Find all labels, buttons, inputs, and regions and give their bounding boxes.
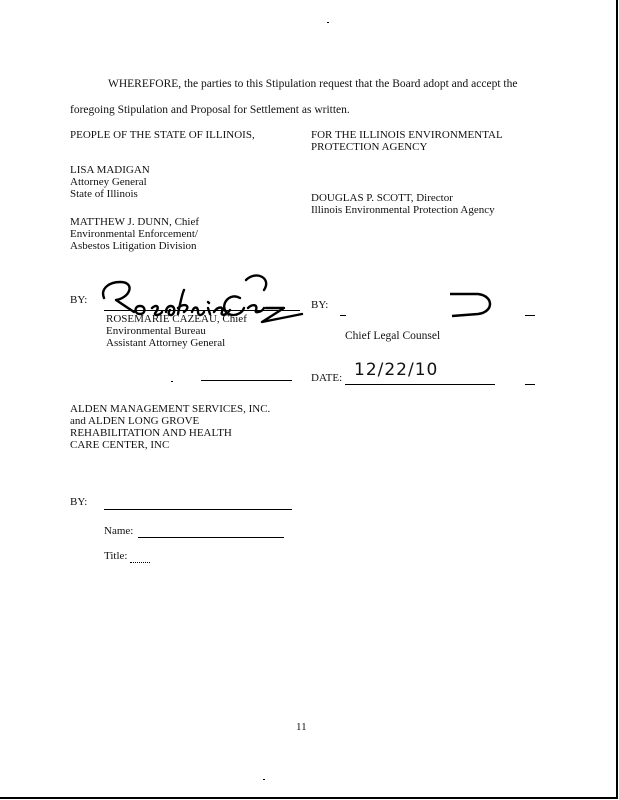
- attorney-general-block: [70, 164, 150, 200]
- respondent-line-2: and ALDEN LONG GROVE: [70, 415, 200, 427]
- left-signer-block: [106, 313, 247, 349]
- date-label: DATE:: [311, 372, 343, 384]
- date-line: [345, 384, 495, 385]
- director-block: [311, 192, 495, 216]
- signer-title-1: Environmental Bureau: [106, 325, 206, 337]
- ag-state: State of Illinois: [70, 188, 138, 200]
- scan-speck: [263, 779, 265, 780]
- paragraph-line-1: WHEREFORE, the parties to this Stipulation request that the Board adopt and accept the: [108, 78, 518, 90]
- respondent-line-1: ALDEN MANAGEMENT SERVICES, INC.: [70, 403, 271, 415]
- left-heading: PEOPLE OF THE STATE OF ILLINOIS,: [70, 129, 255, 141]
- right-signature-line-end: [525, 315, 535, 316]
- director-name: DOUGLAS P. SCOTT, Director: [311, 192, 453, 204]
- left-date-line: [201, 380, 292, 381]
- signer-title-2: Assistant Attorney General: [106, 337, 226, 349]
- handwritten-date: 12/22/10: [354, 360, 439, 380]
- title-label: Title:: [104, 550, 128, 562]
- scan-speck: [171, 381, 173, 382]
- chief-name: MATTHEW J. DUNN, Chief: [70, 216, 200, 228]
- title-line: [130, 562, 150, 563]
- paragraph-line-2: foregoing Stipulation and Proposal for Settlement as written.: [70, 104, 350, 116]
- partial-signature-mark: [448, 290, 498, 320]
- date-line-end: [525, 384, 535, 385]
- right-heading-line-1: FOR THE ILLINOIS ENVIRONMENTAL: [311, 129, 503, 141]
- signer-name: ROSEMARIE CAZEAU, Chief: [106, 313, 247, 325]
- director-agency: Illinois Environmental Protection Agency: [311, 204, 495, 216]
- chief-block: [70, 216, 199, 252]
- right-heading: [311, 129, 503, 153]
- page-number: 11: [296, 721, 307, 733]
- respondent-line-4: CARE CENTER, INC: [70, 439, 170, 451]
- respondent-line-3: REHABILITATION AND HEALTH: [70, 427, 232, 439]
- ag-title: Attorney General: [70, 176, 147, 188]
- right-signature-line-fragment: [340, 315, 346, 316]
- right-heading-line-2: PROTECTION AGENCY: [311, 141, 428, 153]
- right-signer-title: Chief Legal Counsel: [345, 330, 441, 342]
- respondent-signature-line: [104, 509, 292, 510]
- name-line: [138, 537, 284, 538]
- scan-speck: [327, 22, 329, 23]
- name-label: Name:: [104, 525, 134, 537]
- respondent-block: [70, 403, 270, 451]
- chief-title-1: Environmental Enforcement/: [70, 228, 198, 240]
- respondent-by-label: BY:: [70, 496, 88, 508]
- ag-name: LISA MADIGAN: [70, 164, 150, 176]
- chief-title-2: Asbestos Litigation Division: [70, 240, 197, 252]
- right-by-label: BY:: [311, 299, 329, 311]
- left-by-label: BY:: [70, 294, 88, 306]
